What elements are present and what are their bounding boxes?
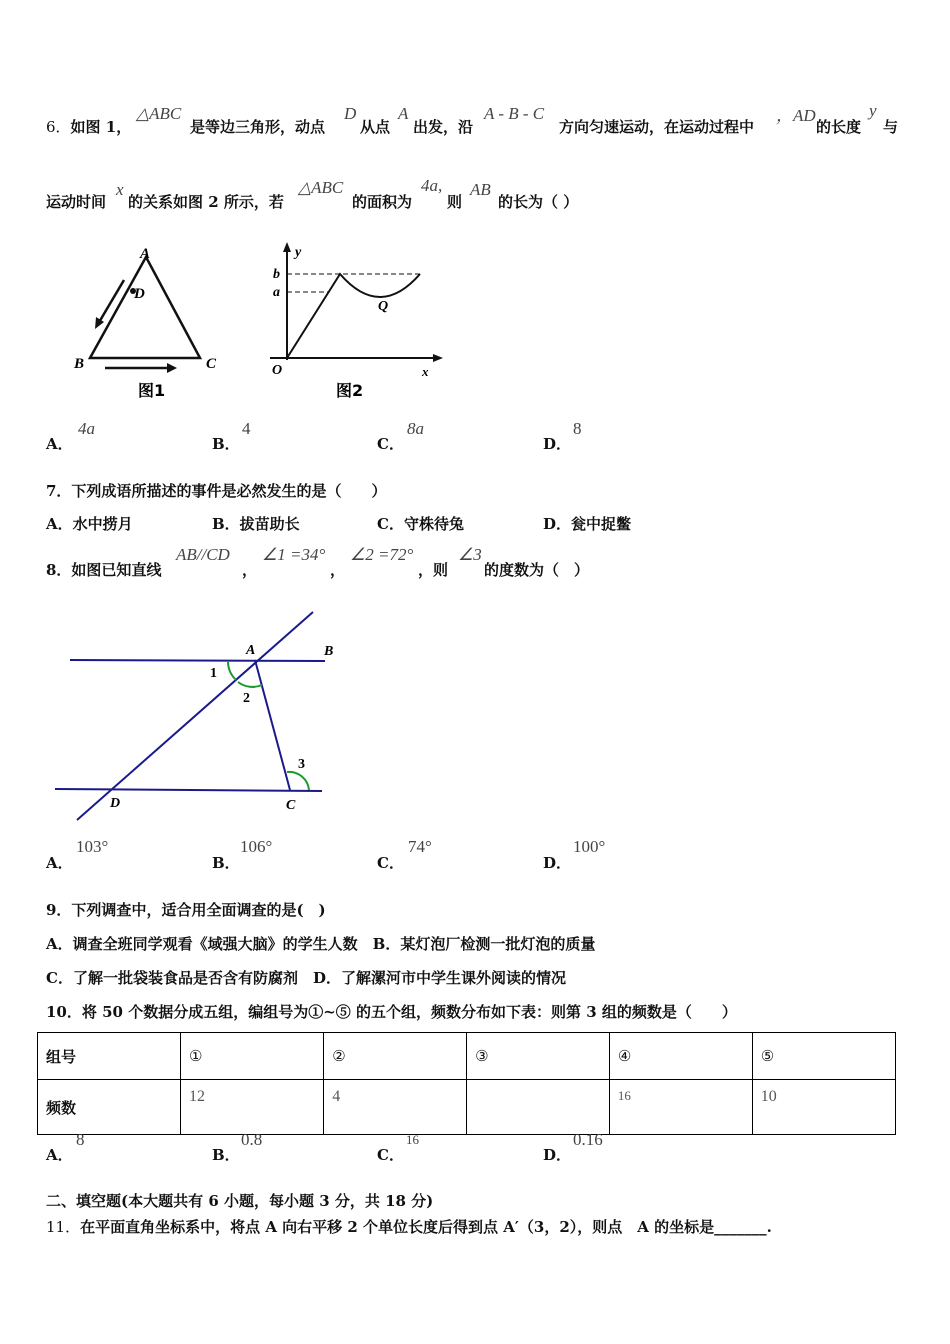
q6-text: 从点 (360, 118, 391, 136)
q6-option-c[interactable]: C． (377, 435, 404, 453)
fig2-label-y: y (295, 245, 302, 260)
table-cell: ② (324, 1033, 467, 1080)
q7-option-c[interactable]: C．守株待兔 (377, 515, 464, 533)
fig1-label-b: B (74, 356, 85, 372)
q6-math: y (869, 101, 877, 120)
q10-option-c-value: 16 (406, 1132, 419, 1147)
q6-option-b-value: 4 (242, 419, 251, 438)
q8-option-b-value: 106° (240, 837, 273, 856)
q6-text: 是等边三角形，动点 (190, 118, 326, 136)
fig-label-c: C (286, 798, 296, 813)
angle-3-label: 3 (298, 757, 305, 772)
table-cell: 4 (324, 1080, 467, 1135)
table-row (38, 1080, 896, 1135)
table-cell: ④ (609, 1033, 752, 1080)
q6-option-d-value: 8 (573, 419, 582, 438)
table-header-cell: 频数 (38, 1080, 181, 1135)
q6-option-c-value: 8a (407, 419, 424, 438)
fig2-label-o: O (272, 363, 283, 378)
fig1-label-a: A (140, 246, 151, 262)
q6-math: A - B - C (484, 104, 545, 123)
q7-option-b[interactable]: B．拔苗助长 (212, 515, 300, 533)
q6-text: 方向匀速运动，在运动过程中 (559, 118, 755, 136)
q11-number: 11． (46, 1218, 81, 1236)
q6-text: 的长度 (816, 118, 862, 136)
q6-text: 运动时间 (46, 193, 107, 211)
q6-text: 则 (447, 193, 463, 211)
fig1-label-d: D (134, 286, 145, 302)
q6-text: 出发，沿 (413, 118, 474, 136)
fig-label-a: A (246, 643, 256, 658)
q6-math: ，AD (776, 106, 816, 125)
q8-option-c[interactable]: C． (377, 854, 404, 872)
q8-option-a-value: 103° (76, 837, 109, 856)
q7-text: 7．下列成语所描述的事件是必然发生的是（ ） (46, 482, 387, 500)
q11-text: 在平面直角坐标系中，将点 A 向右平移 2 个单位长度后得到点 A′（3，2），则点 A 的坐标是_______. (80, 1218, 772, 1236)
angle-2-label: 2 (243, 691, 250, 706)
q8-text: ，则 (418, 561, 449, 579)
table-cell: ① (181, 1033, 324, 1080)
q8-option-c-value: 74° (408, 837, 432, 856)
q8-math: ∠3 (458, 545, 482, 564)
table-cell: 12 (181, 1080, 324, 1135)
section-heading: 二、填空题(本大题共有 6 小题，每小题 3 分，共 18 分) (46, 1192, 434, 1210)
q10-option-d-value: 0.16 (573, 1130, 603, 1149)
q6-option-a[interactable]: A． (46, 435, 73, 453)
fig-label-d: D (110, 796, 121, 811)
q7-option-d[interactable]: D．瓮中捉鳖 (543, 515, 632, 533)
q10-text: 10．将 50 个数据分成五组，编组号为①~⑤ 的五个组，频数分布如下表：则第 3 组的频数是（ ） (46, 1003, 737, 1021)
q8-option-b[interactable]: B． (212, 854, 240, 872)
fig2-label-b: b (273, 267, 280, 282)
q7-option-a[interactable]: A．水中捞月 (46, 515, 133, 533)
q6-math: x (116, 180, 124, 199)
q8-figure (0, 600, 360, 830)
table-cell: 16 (609, 1080, 752, 1135)
q10-option-d[interactable]: D． (543, 1146, 572, 1164)
q8-option-a[interactable]: A． (46, 854, 73, 872)
q10-option-c[interactable]: C． (377, 1146, 404, 1164)
angle-1-label: 1 (210, 666, 217, 681)
fig2-label-x: x (422, 364, 429, 379)
q6-math: 4a, (421, 176, 443, 195)
fig2-caption: 图2 (336, 381, 364, 400)
q6-text: 的长为（ ） (498, 193, 579, 211)
q9-options-line-2[interactable]: C．了解一批袋装食品是否含有防腐剂 D．了解漯河市中学生课外阅读的情况 (46, 969, 566, 987)
q6-math: D (344, 104, 357, 123)
q8-option-d[interactable]: D． (543, 854, 572, 872)
figure-2-graph (270, 242, 443, 400)
q10-option-a-value: 8 (76, 1130, 85, 1149)
q10-option-b[interactable]: B． (212, 1146, 240, 1164)
q8-text: 8．如图已知直线 (46, 561, 162, 579)
q8-math: AB//CD (176, 545, 230, 564)
q6-text: 如图 1， (70, 118, 132, 136)
fig1-caption: 图1 (138, 381, 166, 400)
q6-math: △ABC (136, 104, 182, 123)
q6-math: AB (470, 180, 491, 199)
figure-1-triangle (73, 246, 217, 400)
q6-text: 与 (883, 118, 899, 136)
fig2-label-q: Q (378, 299, 389, 314)
q6-option-d[interactable]: D． (543, 435, 572, 453)
table-header-cell: 组号 (38, 1033, 181, 1080)
q8-text: ， (242, 561, 258, 579)
q8-math: ∠1 =34° (262, 545, 326, 564)
frequency-table (37, 1032, 896, 1135)
q6-option-a-value: 4a (78, 419, 95, 438)
q6-figures (0, 230, 460, 410)
table-row (38, 1033, 896, 1080)
q6-math: A (398, 104, 409, 123)
q6-option-b[interactable]: B． (212, 435, 240, 453)
fig2-label-a: a (273, 285, 280, 300)
q8-option-d-value: 100° (573, 837, 606, 856)
q10-option-a[interactable]: A． (46, 1146, 73, 1164)
q6-text: 的关系如图 2 所示，若 (128, 193, 284, 211)
q9-text: 9．下列调查中，适合用全面调查的是( ) (46, 901, 326, 919)
table-cell: ③ (467, 1033, 610, 1080)
table-cell: ⑤ (752, 1033, 895, 1080)
q6-math: △ABC (298, 178, 344, 197)
q6-text: 的面积为 (352, 193, 413, 211)
q6-number: 6． (46, 118, 71, 136)
fig-label-b: B (324, 644, 334, 659)
q8-text: 的度数为（ ） (484, 561, 590, 579)
table-cell: 10 (752, 1080, 895, 1135)
fig1-label-c: C (206, 356, 217, 372)
q8-text: ， (330, 561, 346, 579)
table-cell (467, 1080, 610, 1135)
q9-options-line-1[interactable]: A．调查全班同学观看《域强大脑》的学生人数 B．某灯泡厂检测一批灯泡的质量 (46, 935, 596, 953)
q8-math: ∠2 =72° (350, 545, 414, 564)
q10-option-b-value: 0.8 (241, 1130, 263, 1149)
